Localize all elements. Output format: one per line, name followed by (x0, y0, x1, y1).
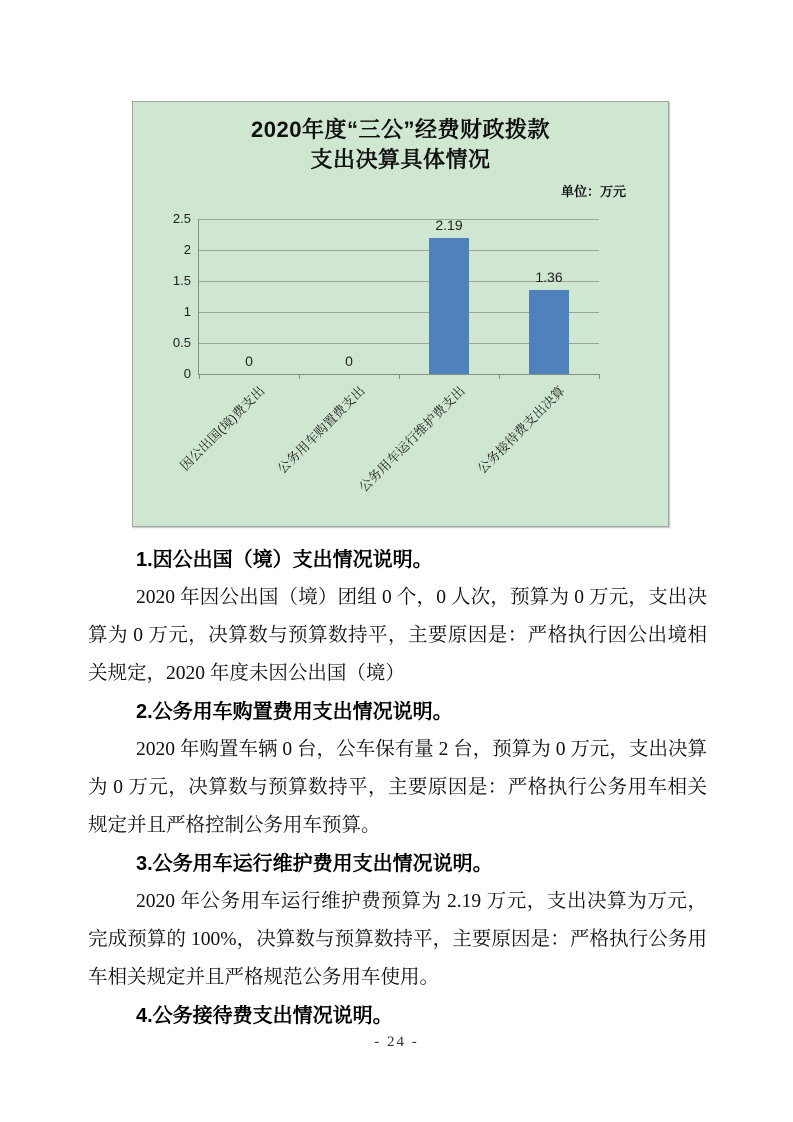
gridline (199, 219, 599, 220)
section-1-heading: 1.因公出国（境）支出情况说明。 (136, 549, 433, 571)
section-1-body: 2020 年因公出国（境）团组 0 个，0 人次，预算为 0 万元，支出决算为 0 万元，决算数与预算数持平，主要原因是：严格执行因公出境相关规定，2020 年度未因公出国（境） (88, 587, 707, 684)
bar-value-label: 1.36 (535, 269, 563, 285)
y-axis-tick-label: 0 (183, 366, 191, 381)
section-3-heading: 3.公务用车运行维护费用支出情况说明。 (136, 853, 493, 875)
x-category-label-text: 公务用车购置费支出 (274, 383, 368, 477)
x-axis-tick (199, 374, 200, 379)
chart-title-line1: 2020年度“三公”经费财政拨款 (251, 117, 550, 142)
expenditure-bar-chart (132, 101, 669, 527)
x-axis-tick (299, 374, 300, 379)
section-4-heading: 4.公务接待费支出情况说明。 (136, 1005, 393, 1027)
y-axis-tick-label: 2 (183, 242, 191, 257)
x-axis-tick (399, 374, 400, 379)
y-axis-line (198, 219, 199, 375)
y-axis-tick-label: 0.5 (172, 335, 191, 350)
chart-title (133, 115, 668, 175)
section-3-body: 2020 年公务用车运行维护费预算为 2.19 万元，支出决算为万元，完成预算的 100%，决算数与预算数持平，主要原因是：严格执行公务用车相关规定并且严格规范公务用车使用。 (88, 891, 707, 988)
chart-unit-label: 单位：万元 (560, 184, 626, 199)
y-axis-tick-label: 2.5 (172, 211, 191, 226)
y-axis-tick-label: 1 (183, 304, 191, 319)
plot-area (172, 211, 599, 495)
bar-value-label: 0 (345, 353, 353, 369)
gridline (199, 250, 599, 251)
x-axis-tick (599, 374, 600, 379)
bar (529, 290, 569, 374)
section-2-heading: 2.公务用车购置费用支出情况说明。 (136, 701, 453, 723)
x-category-label-text: 公务用车运行维护费支出 (355, 383, 468, 495)
notes-section (88, 541, 707, 1035)
y-axis-tick-label: 1.5 (172, 273, 191, 288)
page-number: - 24 - (374, 1034, 419, 1050)
x-category-label-text: 因公出国(境)费支出 (177, 383, 268, 474)
bar (429, 238, 469, 374)
bar-value-label: 0 (245, 353, 253, 369)
x-axis-tick (499, 374, 500, 379)
bar-value-label: 2.19 (435, 217, 463, 233)
section-2-body: 2020 年购置车辆 0 台，公车保有量 2 台，预算为 0 万元，支出决算为 0 万元，决算数与预算数持平，主要原因是：严格执行公务用车相关规定并且严格控制公务用车预算。 (88, 739, 707, 836)
x-category-label-text: 公务接待费支出决算 (474, 383, 568, 477)
chart-title-line2: 支出决算具体情况 (310, 147, 491, 172)
